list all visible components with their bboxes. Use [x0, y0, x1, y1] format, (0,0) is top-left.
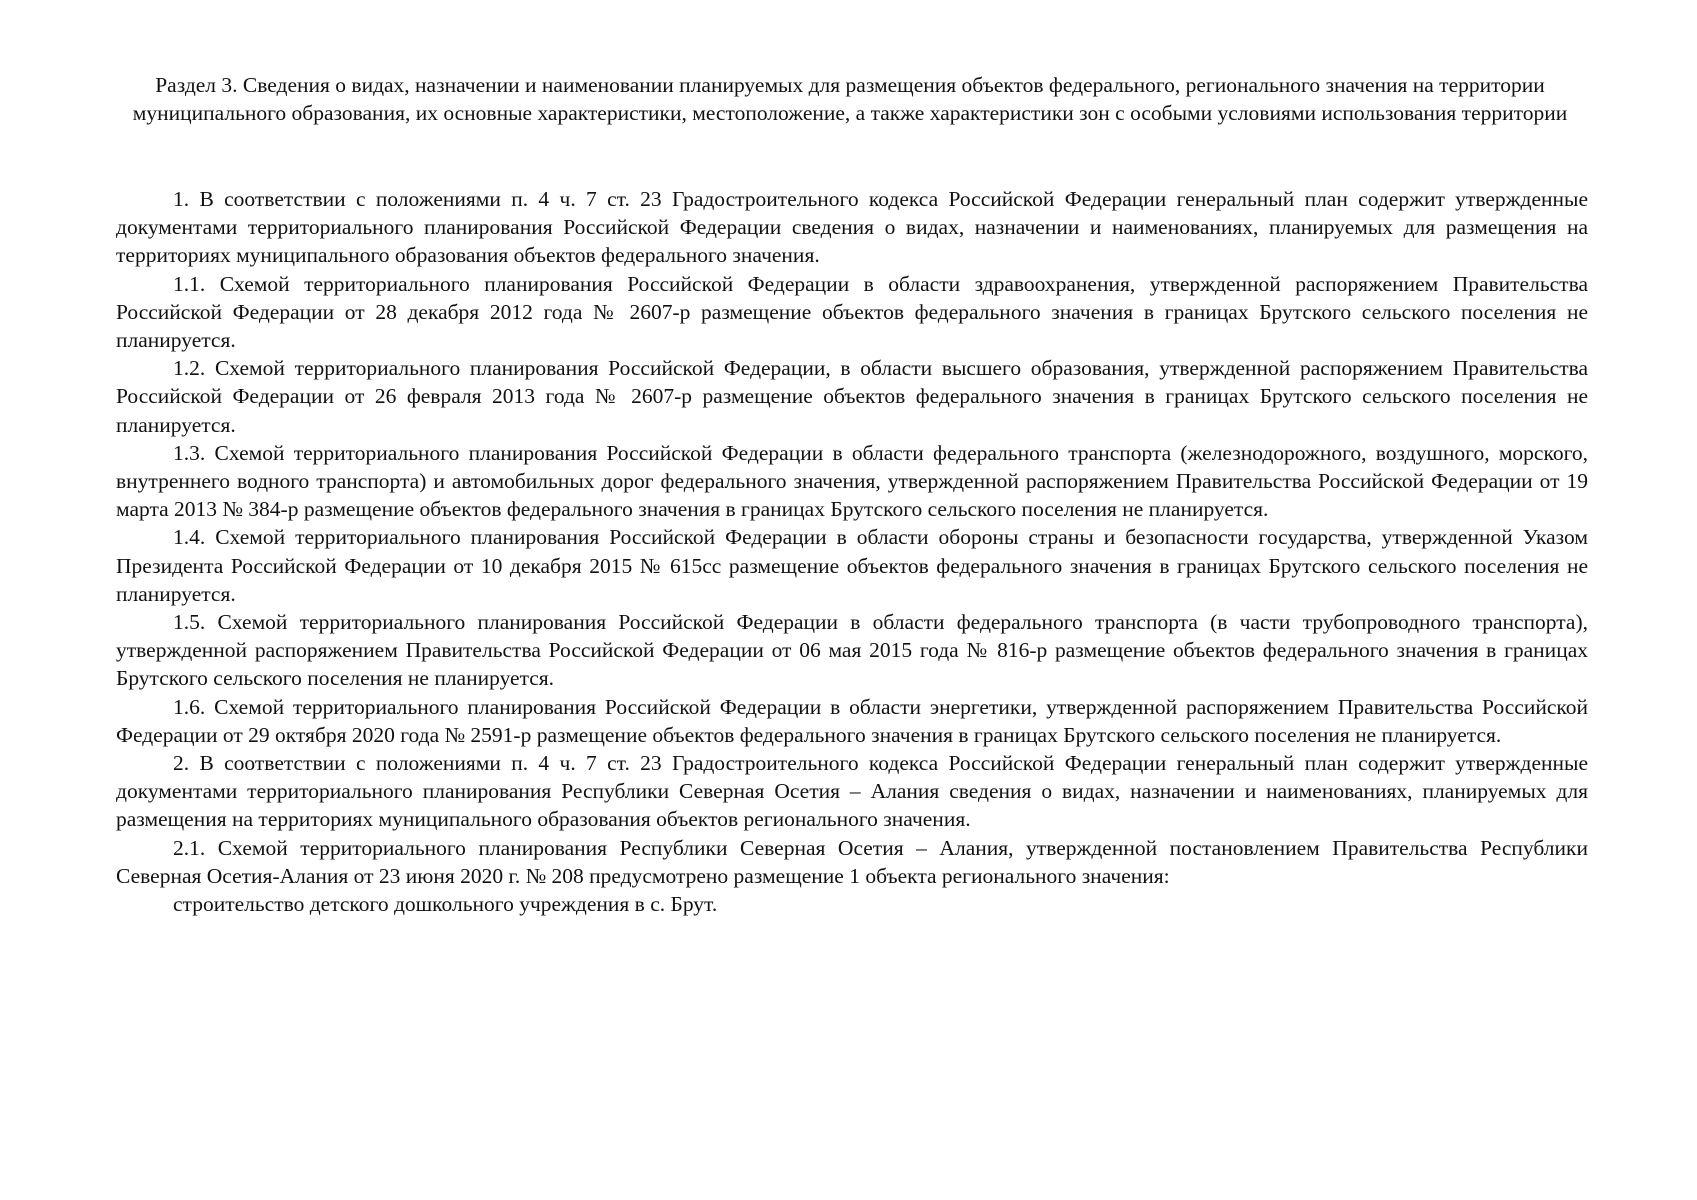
paragraph-1-6: 1.6. Схемой территориального планирования Российской Федерации в области энергетики, утвержденной распоряжением Правительства Российской Федерации от 29 октября 2020 года № 2591-р размещение объектов федерального значения в границах Брутского сельского поселения не планируется. [116, 694, 1588, 747]
paragraph-1-2: 1.2. Схемой территориального планирования Российской Федерации, в области высшего образования, утвержденной распоряжением Правительства Российской Федерации от 26 февраля 2013 года № 2607-р размещение объектов федерального значения в границах Брутского сельского поселения не планируется. [116, 356, 1588, 437]
paragraph-2: 2. В соответствии с положениями п. 4 ч. 7 ст. 23 Градостроительного кодекса Российской Федерации генеральный план содержит утвержденные документами территориального планирования Республики Северная Осетия – Алания сведения о видах, назначении и наименованиях, планируемых для размещения на территориях муниципального образования объектов регионального значения. [116, 751, 1588, 832]
paragraph-1: 1. В соответствии с положениями п. 4 ч. 7 ст. 23 Градостроительного кодекса Российской Федерации генеральный план содержит утвержденные документами территориального планирования Российской Федерации сведения о видах, назначении и наименованиях, планируемых для размещения на территориях муниципального образования объектов федерального значения. [116, 187, 1588, 268]
paragraph-2-1: 2.1. Схемой территориального планирования Республики Северная Осетия – Алания, утвержденной постановлением Правительства Республики Северная Осетия-Алания от 23 июня 2020 г. № 208 предусмотрено размещение 1 объекта регионального значения: [116, 835, 1588, 888]
paragraph-1-1: 1.1. Схемой территориального планирования Российской Федерации в области здравоохранения, утвержденной распоряжением Правительства Российской Федерации от 28 декабря 2012 года № 2607-р размещение объектов федерального значения в границах Брутского сельского поселения не планируется. [116, 271, 1588, 353]
paragraph-1-5: 1.5. Схемой территориального планирования Российской Федерации в области федерального транспорта (в части трубопроводного транспорта), утвержденной распоряжением Правительства Российской Федерации от 06 мая 2015 года № 816-р размещение объектов федерального значения в границах Брутского сельского поселения не планируется. [116, 610, 1588, 691]
paragraph-2-1-item: строительство детского дошкольного учреждения в с. Брут. [173, 892, 718, 917]
section-heading: Раздел 3. Сведения о видах, назначении и наименовании планируемых для размещения объектов федерального, регионального значения на территории муниципального образования, их основные характеристики, местоположение, а также характеристики зон с особыми условиями использования территории [132, 73, 1568, 125]
paragraph-1-3: 1.3. Схемой территориального планирования Российской Федерации в области федерального транспорта (железнодорожного, воздушного, морского, внутреннего водного транспорта) и автомобильных дорог федерального значения, утвержденной распоряжением Правительства Российской Федерации от 19 марта 2013 № 384-р размещение объектов федерального значения в границах Брутского сельского поселения не планируется. [116, 440, 1588, 522]
document-body [116, 185, 1588, 918]
paragraph-1-4: 1.4. Схемой территориального планирования Российской Федерации в области обороны страны и безопасности государства, утвержденной Указом Президента Российской Федерации от 10 декабря 2015 № 615сс размещение объектов федерального значения в границах Брутского сельского поселения не планируется. [116, 525, 1588, 606]
